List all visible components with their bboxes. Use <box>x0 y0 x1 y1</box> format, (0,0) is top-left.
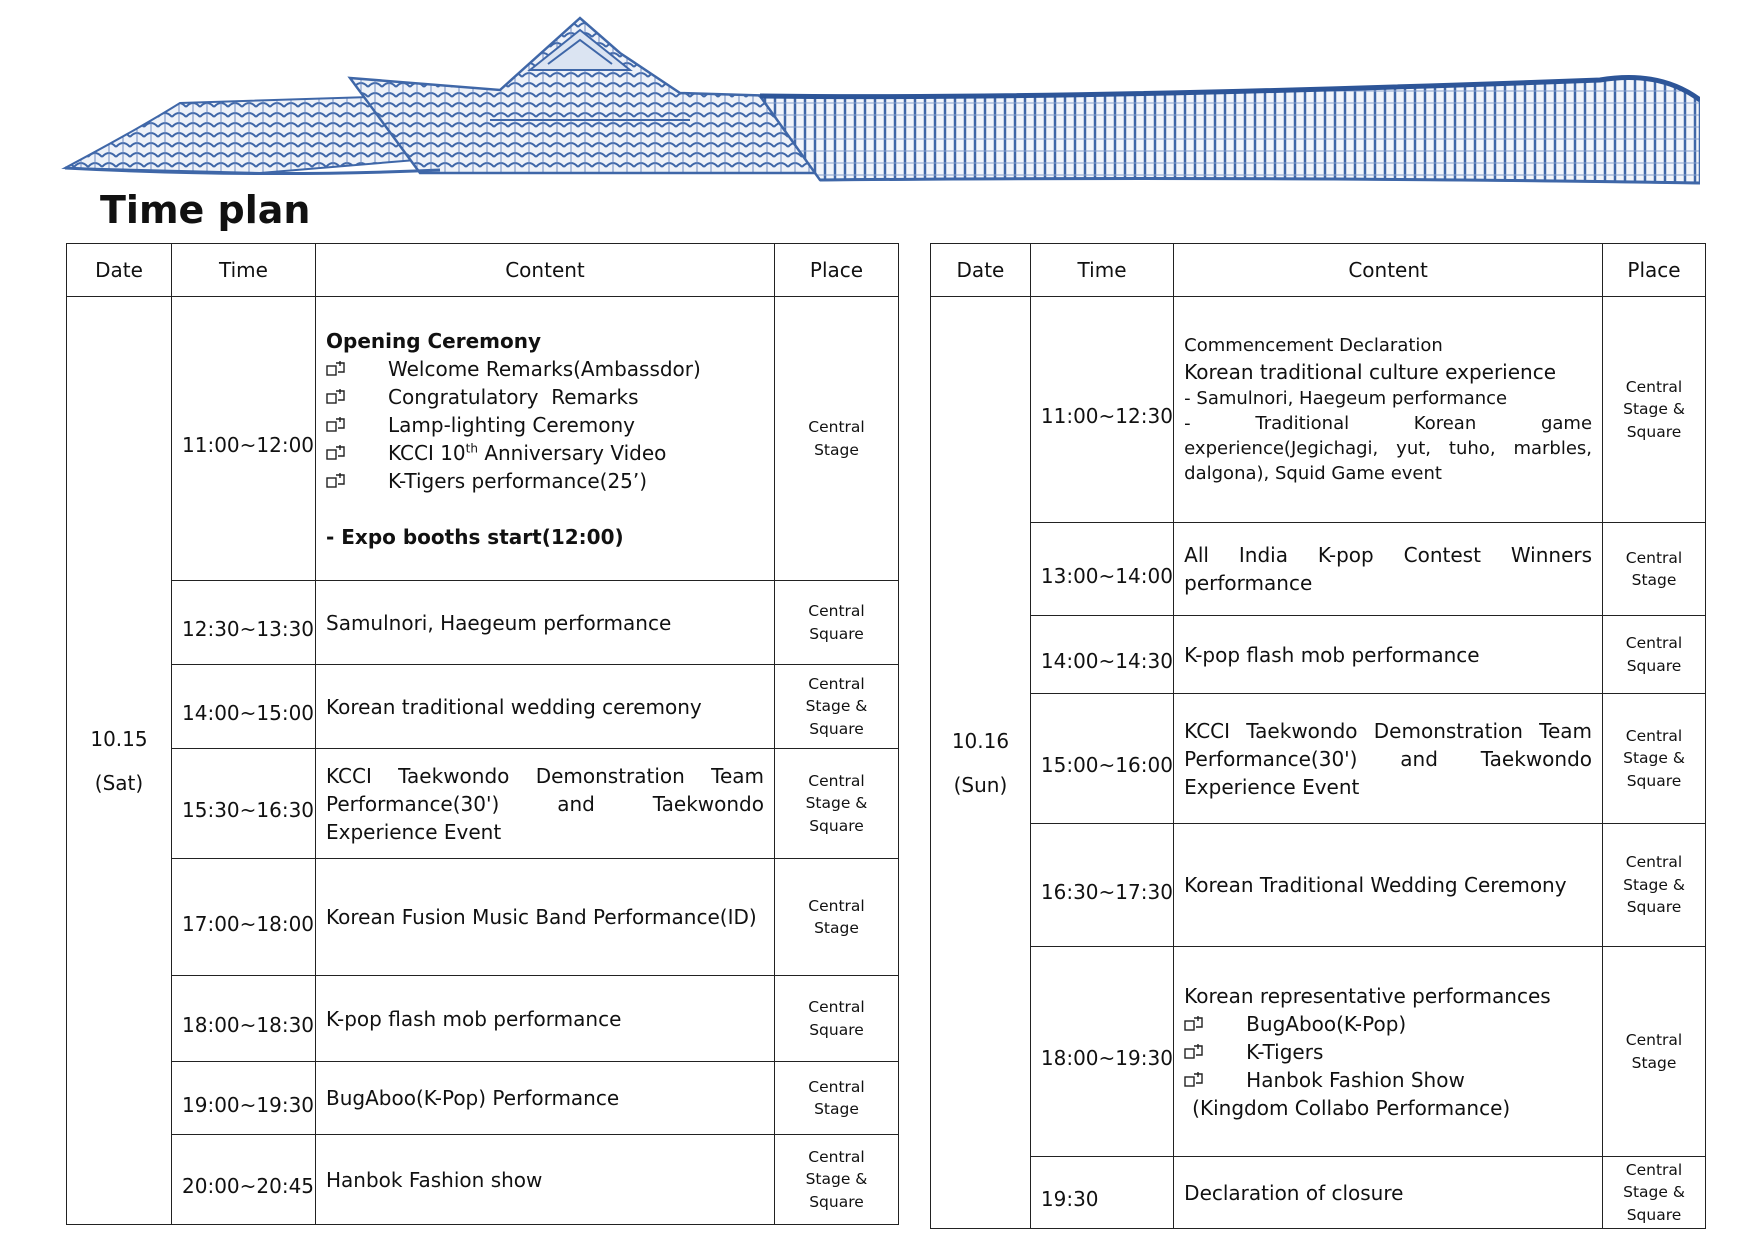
hanok-roof-illustration <box>60 8 1700 188</box>
weekday: (Sun) <box>953 772 1008 797</box>
place-cell: Central Stage <box>775 297 899 581</box>
date: 10.16 <box>951 728 1010 753</box>
time-cell: 12:30~13:30 <box>172 581 316 665</box>
event-title: Opening Ceremony <box>326 328 542 353</box>
content-cell <box>1174 947 1603 1157</box>
header-content: Content <box>316 244 775 297</box>
checkbox-hand-icon <box>326 416 388 434</box>
content-cell: Samulnori, Haegeum performance <box>316 581 775 665</box>
place-cell: Central Stage <box>1603 947 1706 1157</box>
content-cell: BugAboo(K-Pop) Performance <box>316 1062 775 1135</box>
table-row <box>67 859 899 976</box>
content-cell: Korean traditional wedding ceremony <box>316 665 775 749</box>
table-row <box>931 523 1706 616</box>
checkbox-hand-icon <box>326 360 388 378</box>
time-cell: 15:00~16:00 <box>1030 694 1173 824</box>
time-cell: 16:30~17:30 <box>1030 824 1173 947</box>
checkbox-hand-icon <box>1184 1071 1246 1089</box>
content-cell: All India K-pop Contest Winners performance <box>1174 523 1603 616</box>
place-cell: Central Square <box>775 581 899 665</box>
place-cell: Central Stage <box>1603 523 1706 616</box>
list-item: KCCI 10th Anniversary Video <box>326 439 764 467</box>
time-cell: 14:00~14:30 <box>1030 616 1173 694</box>
content-cell: K-pop flash mob performance <box>316 976 775 1062</box>
checkbox-hand-icon <box>326 472 388 490</box>
time-cell: 17:00~18:00 <box>172 859 316 976</box>
content-cell: KCCI Taekwondo Demonstration Team Performance(30') and Taekwondo Experience Event <box>1174 694 1603 824</box>
date-cell <box>67 297 172 1225</box>
list-item: Hanbok Fashion Show <box>1184 1066 1592 1094</box>
table-row <box>67 976 899 1062</box>
date: 10.15 <box>90 726 148 751</box>
table-row <box>67 1135 899 1225</box>
table-row <box>931 824 1706 947</box>
content-cell <box>316 297 775 581</box>
table-row <box>931 616 1706 694</box>
table-header-row <box>67 244 899 297</box>
place-cell: Central Square <box>775 976 899 1062</box>
place-cell: Central Stage & Square <box>1603 824 1706 947</box>
checkbox-hand-icon <box>326 388 388 406</box>
table-row <box>67 581 899 665</box>
content-cell: K-pop flash mob performance <box>1174 616 1603 694</box>
list-item: BugAboo(K-Pop) <box>1184 1010 1592 1038</box>
list-item: K-Tigers <box>1184 1038 1592 1066</box>
table-row <box>931 1157 1706 1229</box>
time-cell: 14:00~15:00 <box>172 665 316 749</box>
time-cell: 18:00~19:30 <box>1030 947 1173 1157</box>
time-cell: 19:00~19:30 <box>172 1062 316 1135</box>
table-header-row <box>931 244 1706 297</box>
list-item: Congratulatory Remarks <box>326 383 764 411</box>
event-note: (Kingdom Collabo Performance) <box>1192 1095 1511 1120</box>
header-content: Content <box>1174 244 1603 297</box>
header-time: Time <box>172 244 316 297</box>
place-cell: Central Stage & Square <box>1603 1157 1706 1229</box>
event-title: Korean representative performances <box>1184 983 1551 1008</box>
header-date: Date <box>67 244 172 297</box>
header-place: Place <box>1603 244 1706 297</box>
content-cell: Commencement Declaration Korean traditional culture experience - Samulnori, Haegeum performance - Traditional Korean game experience(Jegichagi, yut, tuho, marbles, dalgona), Squid Game event <box>1174 297 1603 523</box>
event-note: - Expo booths start(12:00) <box>326 524 624 549</box>
weekday: (Sat) <box>94 770 144 795</box>
header-time: Time <box>1030 244 1173 297</box>
table-row <box>67 1062 899 1135</box>
list-item: Welcome Remarks(Ambassdor) <box>326 355 764 383</box>
checkbox-hand-icon <box>1184 1015 1246 1033</box>
table-row <box>67 665 899 749</box>
header-place: Place <box>775 244 899 297</box>
place-cell: Central Stage & Square <box>775 1135 899 1225</box>
place-cell: Central Square <box>1603 616 1706 694</box>
place-cell: Central Stage & Square <box>775 749 899 859</box>
schedule-table-day1 <box>66 243 899 1225</box>
table-row <box>931 694 1706 824</box>
time-cell: 15:30~16:30 <box>172 749 316 859</box>
time-cell: 11:00~12:30 <box>1030 297 1173 523</box>
time-cell: 11:00~12:00 <box>172 297 316 581</box>
place-cell: Central Stage & Square <box>775 665 899 749</box>
table-row <box>67 749 899 859</box>
list-item: K-Tigers performance(25’) <box>326 467 764 495</box>
place-cell: Central Stage <box>775 859 899 976</box>
checkbox-hand-icon <box>326 444 388 462</box>
time-cell: 18:00~18:30 <box>172 976 316 1062</box>
schedule-table-day2 <box>930 243 1706 1229</box>
table-row <box>931 297 1706 523</box>
date-cell <box>931 297 1031 1229</box>
table-row <box>67 297 899 581</box>
content-cell: KCCI Taekwondo Demonstration Team Performance(30') and Taekwondo Experience Event <box>316 749 775 859</box>
table-row <box>931 947 1706 1157</box>
content-cell: Korean Fusion Music Band Performance(ID) <box>316 859 775 976</box>
header-date: Date <box>931 244 1031 297</box>
content-cell: Declaration of closure <box>1174 1157 1603 1229</box>
place-cell: Central Stage & Square <box>1603 297 1706 523</box>
content-cell: Korean Traditional Wedding Ceremony <box>1174 824 1603 947</box>
time-cell: 13:00~14:00 <box>1030 523 1173 616</box>
time-cell: 19:30 <box>1030 1157 1173 1229</box>
time-cell: 20:00~20:45 <box>172 1135 316 1225</box>
content-cell: Hanbok Fashion show <box>316 1135 775 1225</box>
place-cell: Central Stage <box>775 1062 899 1135</box>
page-title: Time plan <box>100 188 311 232</box>
list-item: Lamp-lighting Ceremony <box>326 411 764 439</box>
checkbox-hand-icon <box>1184 1043 1246 1061</box>
place-cell: Central Stage & Square <box>1603 694 1706 824</box>
